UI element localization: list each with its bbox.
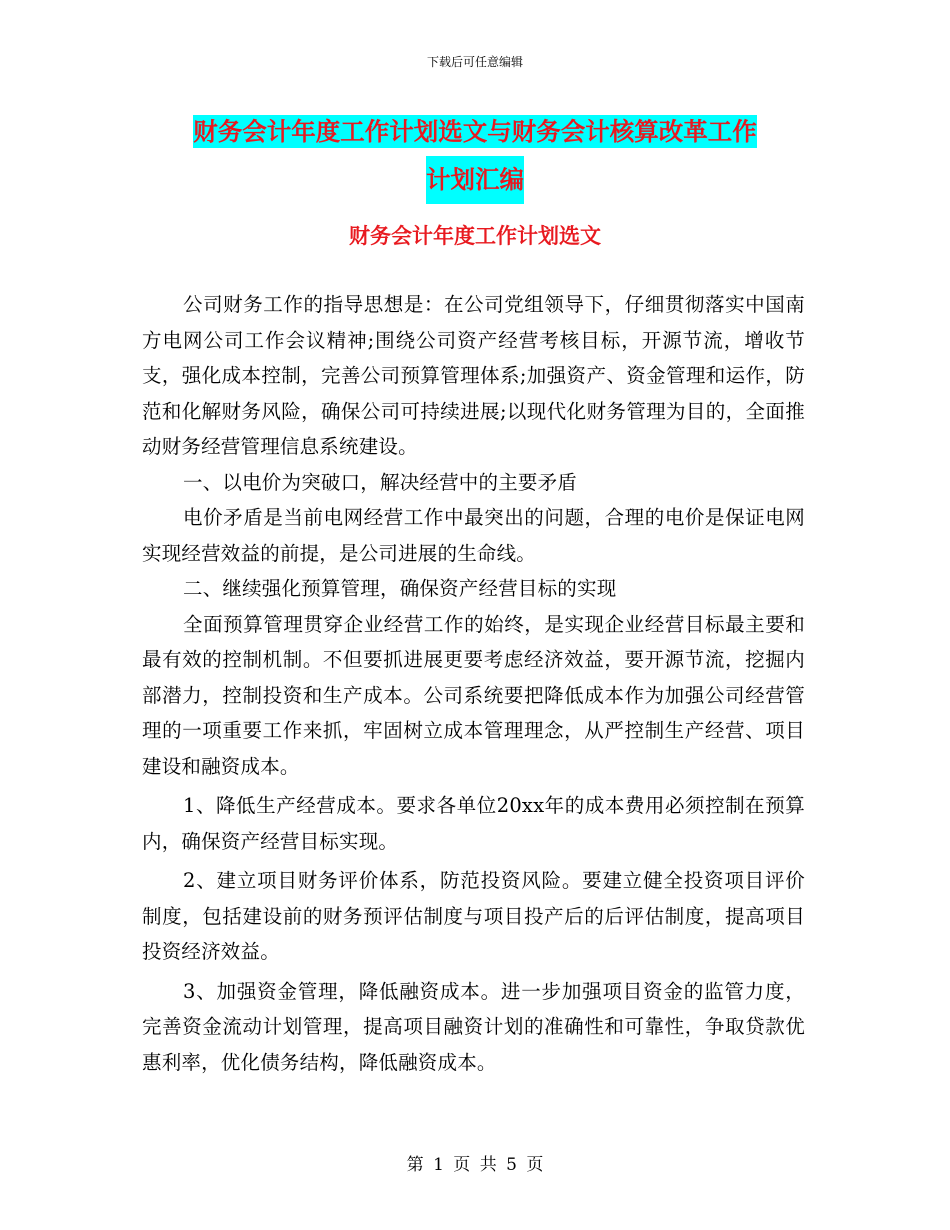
- paragraph-point-2: 2、建立项目财务评价体系，防范投资风险。要建立健全投资项目评价制度，包括建设前的财务预评估制度与项目投产后的后评估制度，提高项目投资经济效益。: [142, 869, 805, 963]
- page-header-note: 下载后可任意编辑: [426, 55, 523, 69]
- section-title: 财务会计年度工作计划选文: [349, 224, 601, 248]
- paragraph-budget-management: 全面预算管理贯穿企业经营工作的始终，是实现企业经营目标最主要和最有效的控制机制。不但要抓进展更要考虑经济效益，要开源节流，挖掘内部潜力，控制投资和生产成本。公司系统要把降低成本作为加强公司经营管理的一项重要工作来抓，牢固树立成本管理理念，从严控制生产经营、项目建设和融资成本。: [142, 612, 805, 778]
- paragraph-point-1: 1、降低生产经营成本。要求各单位20xx年的成本费用必须控制在预算内，确保资产经营目标实现。: [142, 794, 805, 853]
- document-body: [142, 287, 805, 1080]
- heading-item-2: 二、继续强化预算管理，确保资产经营目标的实现: [183, 577, 617, 600]
- page-number: 第 1 页 共 5 页: [406, 1155, 544, 1175]
- document-title-line-1: 财务会计年度工作计划选文与财务会计核算改革工作: [193, 117, 757, 146]
- document-title-line-2: 计划汇编: [426, 156, 524, 204]
- paragraph-point-3: 3、加强资金管理，降低融资成本。进一步加强项目资金的监管力度，完善资金流动计划管理，提高项目融资计划的准确性和可靠性，争取贷款优惠利率，优化债务结构，降低融资成本。: [142, 979, 805, 1074]
- paragraph-guiding-principle: 公司财务工作的指导思想是：在公司党组领导下，仔细贯彻落实中国南方电网公司工作会议精神;围绕公司资产经营考核目标，开源节流，增收节支，强化成本控制，完善公司预算管理体系;加强资产、资金管理和运作，防范和化解财务风险，确保公司可持续进展;以现代化财务管理为目的，全面推动财务经营管理信息系统建设。: [142, 293, 805, 458]
- paragraph-electricity-price: 电价矛盾是当前电网经营工作中最突出的问题，合理的电价是保证电网实现经营效益的前提，是公司进展的生命线。: [142, 506, 805, 565]
- document-title: [0, 110, 950, 204]
- heading-item-1: 一、以电价为突破口，解决经营中的主要矛盾: [183, 470, 578, 494]
